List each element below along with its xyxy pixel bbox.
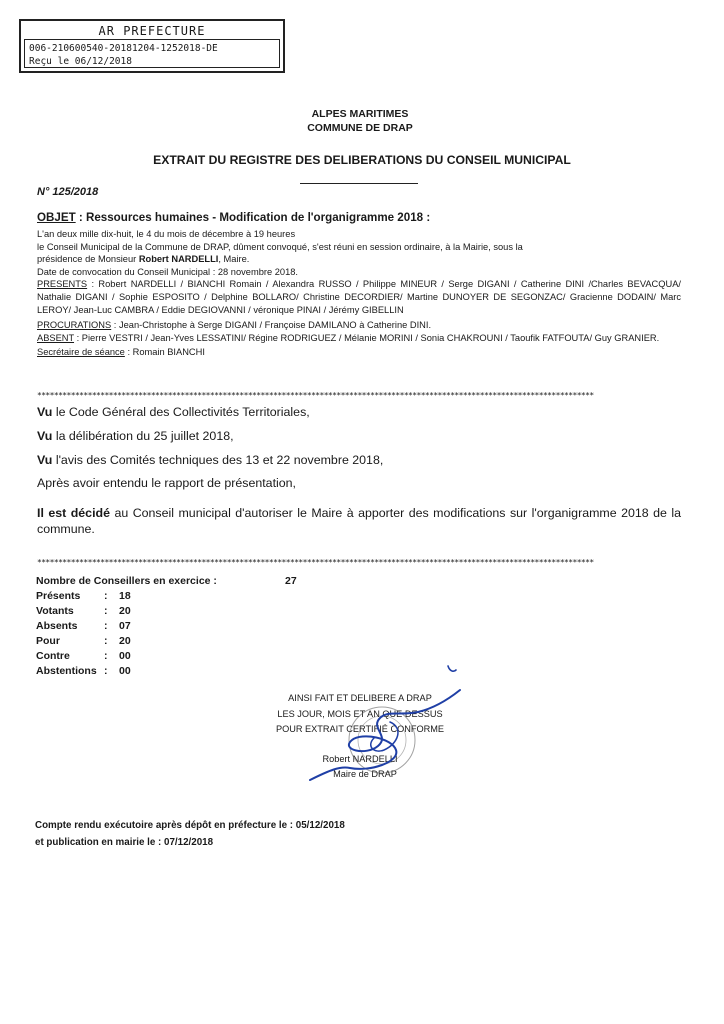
vote-label: Absents bbox=[36, 620, 78, 632]
vote-row: Contre : 00 bbox=[36, 650, 131, 662]
deliberation-number: N° 125/2018 bbox=[37, 186, 99, 198]
visa-comites bbox=[37, 453, 383, 467]
page-title: EXTRAIT DU REGISTRE DES DELIBERATIONS DU CONSEIL MUNICIPAL bbox=[153, 153, 571, 167]
visa-text: la délibération du 25 juillet 2018, bbox=[52, 429, 234, 443]
commune-name: COMMUNE DE DRAP bbox=[307, 122, 413, 134]
procurations-label: PROCURATIONS bbox=[37, 320, 112, 331]
vote-row: Présents : 18 bbox=[36, 590, 131, 602]
vote-row: Absents : 07 bbox=[36, 620, 131, 632]
intro-presidence bbox=[37, 253, 681, 266]
convocation-date: Date de convocation du Conseil Municipal : 28 novembre 2018. bbox=[37, 266, 298, 277]
presidence-prefix: présidence de Monsieur bbox=[37, 254, 139, 265]
vote-value: 00 bbox=[119, 665, 131, 677]
vote-value: 20 bbox=[119, 605, 131, 617]
intro-block bbox=[37, 228, 681, 359]
prefecture-stamp bbox=[19, 19, 285, 73]
objet-text: : Ressources humaines - Modification de l'organigramme 2018 : bbox=[75, 211, 431, 224]
presidence-suffix: , Maire. bbox=[218, 254, 250, 265]
exercice-row bbox=[36, 574, 336, 589]
secretaire-paragraph bbox=[37, 346, 681, 359]
department-name: ALPES MARITIMES bbox=[311, 108, 409, 120]
presents-paragraph bbox=[37, 278, 681, 316]
signature-stroke-icon bbox=[310, 690, 460, 780]
vote-row: Abstentions : 00 bbox=[36, 665, 131, 677]
stamp-details bbox=[24, 39, 280, 68]
stamp-header: AR PREFECTURE bbox=[98, 24, 206, 38]
visa-vu-label: Vu bbox=[37, 429, 53, 443]
separator-stars: ************************************************************************************************************************************ bbox=[37, 391, 594, 400]
vote-label: Pour bbox=[36, 635, 60, 647]
ink-mark-icon bbox=[446, 664, 458, 674]
absent-paragraph bbox=[37, 332, 681, 345]
intro-date: L'an deux mille dix-huit, le 4 du mois de décembre à 19 heures bbox=[37, 229, 296, 239]
vote-label: Votants bbox=[36, 605, 74, 617]
stamp-reference: 006-210600540-20181204-1252018-DE bbox=[29, 43, 218, 54]
procurations-list: : Jean-Christophe à Serge DIGANI / Françoise DAMILANO à Catherine DINI. bbox=[111, 320, 432, 331]
visa-text: l'avis des Comités techniques des 13 et 22 novembre 2018, bbox=[52, 453, 384, 467]
exercice-value: 27 bbox=[285, 575, 297, 587]
intro-convocation: le Conseil Municipal de la Commune de DRAP, dûment convoqué, s'est réuni en session ordinaire, à la Mairie, sous la bbox=[37, 241, 523, 252]
decision-lead: Il est décidé bbox=[37, 506, 110, 520]
separator-stars-2: ************************************************************************************************************************************ bbox=[37, 558, 594, 567]
visa-cgct bbox=[37, 405, 310, 419]
signature-line-2: LES JOUR, MOIS ET AN QUE DESSUS bbox=[277, 708, 443, 719]
vote-label: Abstentions bbox=[36, 665, 97, 677]
vote-row: Pour : 20 bbox=[36, 635, 131, 647]
secretaire-name: : Romain BIANCHI bbox=[124, 347, 205, 358]
signature-line-3: POUR EXTRAIT CERTIFIÉ CONFORME bbox=[275, 724, 445, 734]
vote-value: 20 bbox=[119, 635, 131, 647]
absent-label: ABSENT bbox=[37, 332, 75, 343]
signatory-role: Maire de DRAP bbox=[333, 769, 397, 779]
executoire-line: Compte rendu exécutoire après dépôt en préfecture le : 05/12/2018 bbox=[35, 820, 345, 831]
exercice-label: Nombre de Conseillers en exercice : bbox=[36, 575, 217, 587]
presents-list: : Robert NARDELLI / BIANCHI Romain / Alexandra RUSSO / Philippe MINEUR / Serge DIGANI / Catherine DINI /Charles BEVACQUA/ Nathalie DIGANI / Sophie ESPOSITO / Delphine BOLLARO/ Christine DECORDIER/ Martine DUNOYER DE SEGONZAC/ Gracienne DODAIN/ Marc LEROY/ Jean-Luc CAMBRA / Eddie DEGIOVANNI / véronique PINAI / Jérémy GIBELLIN bbox=[37, 279, 681, 315]
objet-label: OBJET bbox=[37, 211, 76, 224]
mayor-name: Robert NARDELLI bbox=[138, 254, 219, 265]
objet-line bbox=[37, 211, 430, 224]
presents-label: PRESENTS bbox=[37, 279, 88, 290]
visa-vu-label: Vu bbox=[37, 405, 53, 419]
vote-value: 07 bbox=[119, 620, 131, 632]
stamp-received-date: Reçu le 06/12/2018 bbox=[29, 56, 132, 67]
visa-vu-label: Vu bbox=[37, 453, 53, 467]
vote-value: 18 bbox=[119, 590, 131, 602]
visa-deliberation bbox=[37, 429, 234, 443]
signatory-name: Robert NARDELLI bbox=[322, 753, 398, 764]
vote-label: Présents bbox=[36, 590, 81, 602]
procurations-paragraph bbox=[37, 319, 681, 332]
publication-line: et publication en mairie le : 07/12/2018 bbox=[35, 837, 214, 848]
decision-text: au Conseil municipal d'autoriser le Maire à apporter des modifications sur l'organigramme 2018 de la commune. bbox=[37, 506, 681, 536]
decision-paragraph bbox=[37, 505, 681, 537]
votes-block bbox=[36, 574, 336, 679]
signature-line-1: AINSI FAIT ET DELIBERE A DRAP bbox=[288, 693, 432, 703]
apres-rapport: Après avoir entendu le rapport de présentation, bbox=[37, 476, 296, 490]
mayor-seal-and-signature bbox=[300, 688, 470, 788]
secretaire-label: Secrétaire de séance bbox=[37, 347, 125, 358]
vote-row: Votants : 20 bbox=[36, 605, 131, 617]
title-divider bbox=[300, 183, 418, 184]
absent-list: : Pierre VESTRI / Jean-Yves LESSATINI/ Régine RODRIGUEZ / Mélanie MORINI / Sonia CHAKROUNI / Taoufik FATFOUTA/ Guy GRANIER. bbox=[74, 332, 660, 343]
vote-value: 00 bbox=[119, 650, 131, 662]
visa-text: le Code Général des Collectivités Territoriales, bbox=[52, 405, 310, 419]
vote-label: Contre bbox=[36, 650, 70, 662]
